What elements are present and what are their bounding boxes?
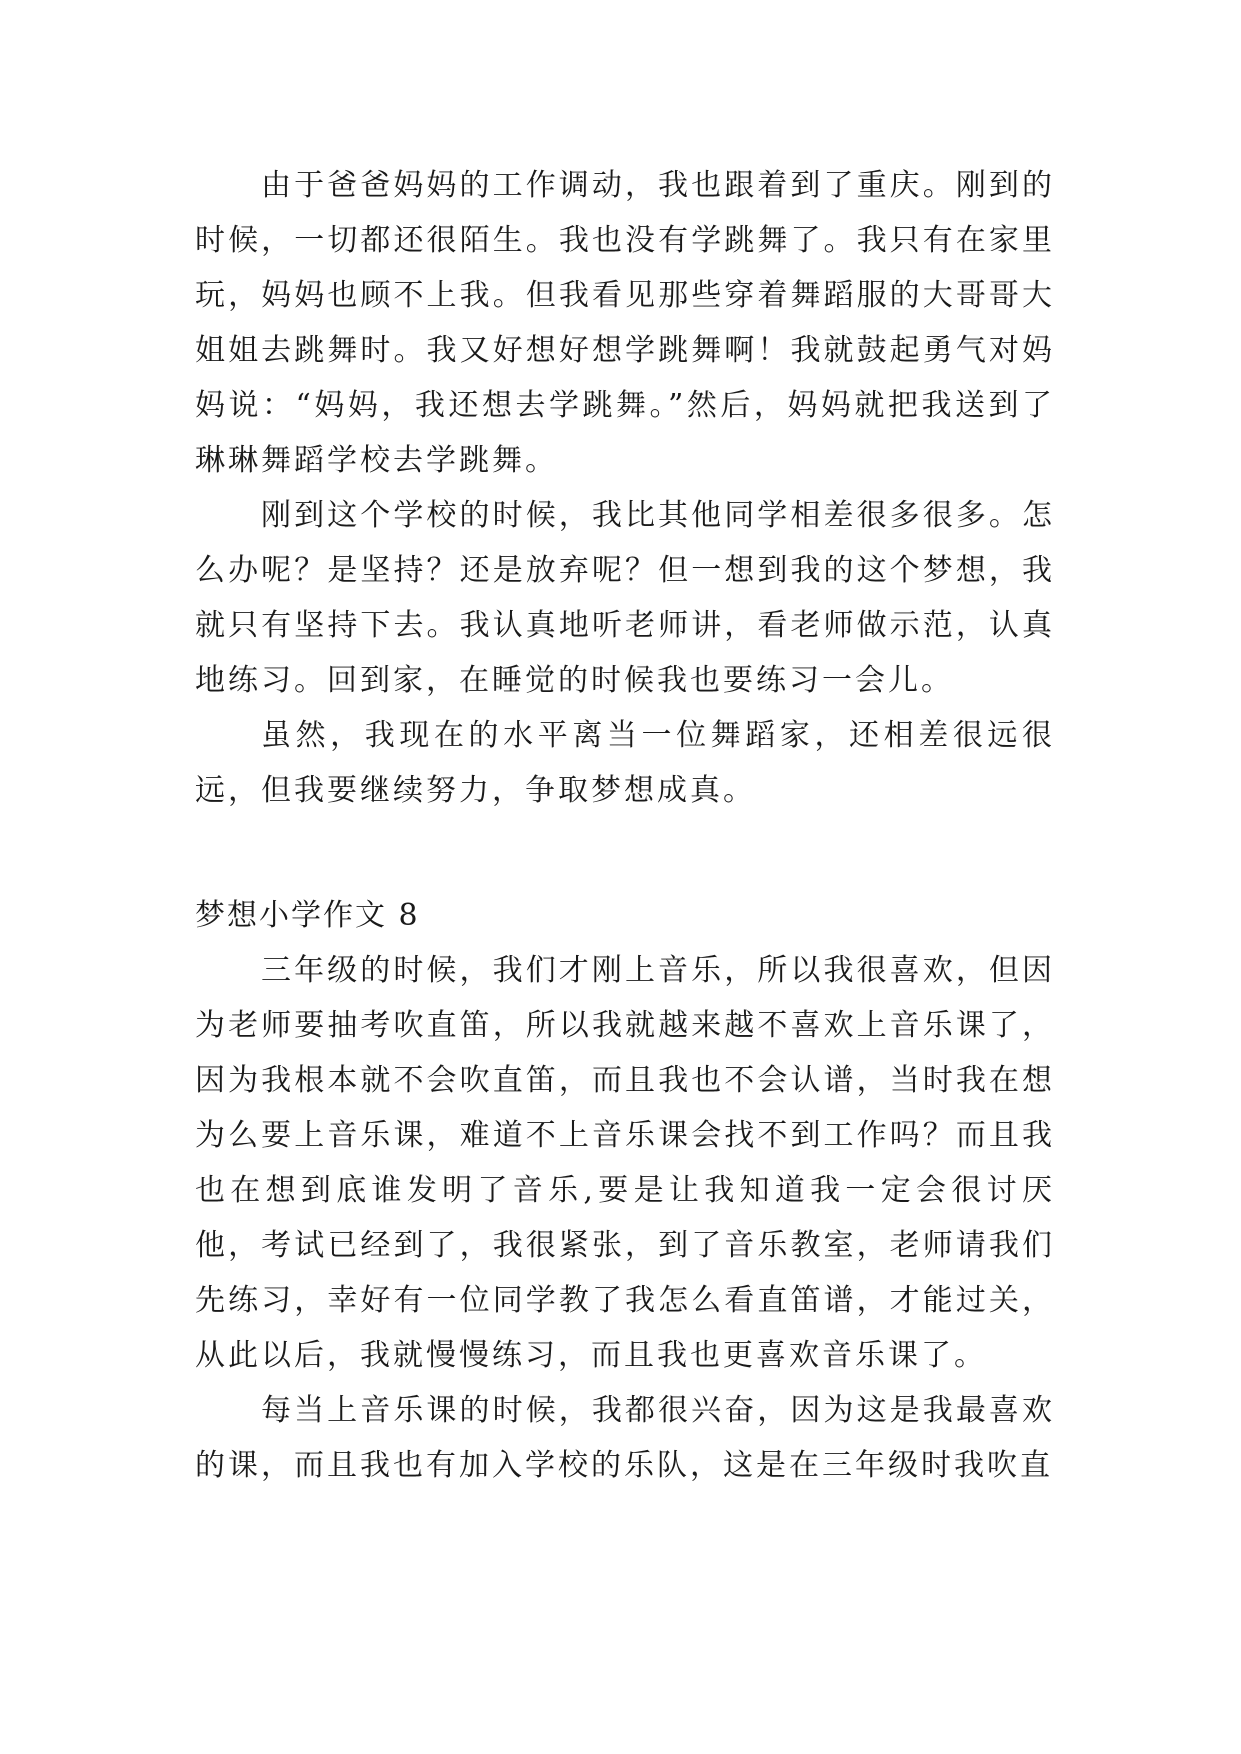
document-body: [195, 158, 1055, 1493]
paragraph: 由于爸爸妈妈的工作调动，我也跟着到了重庆。刚到的时候，一切都还很陌生。我也没有学跳舞了。我只有在家里玩，妈妈也顾不上我。但我看见那些穿着舞蹈服的大哥哥大姐姐去跳舞时。我又好想好想学跳舞啊！我就鼓起勇气对妈妈说：“妈妈，我还想去学跳舞。”然后，妈妈就把我送到了琳琳舞蹈学校去学跳舞。: [195, 168, 1055, 478]
paragraph: 虽然，我现在的水平离当一位舞蹈家，还相差很远很远，但我要继续努力，争取梦想成真。: [195, 718, 1055, 808]
paragraph: 三年级的时候，我们才刚上音乐，所以我很喜欢，但因为老师要抽考吹直笛，所以我就越来越不喜欢上音乐课了，因为我根本就不会吹直笛，而且我也不会认谱，当时我在想为么要上音乐课，难道不上音乐课会找不到工作吗？而且我也在想到底谁发明了音乐,要是让我知道我一定会很讨厌他，考试已经到了，我很紧张，到了音乐教室，老师请我们先练习，幸好有一位同学教了我怎么看直笛谱，才能过关，从此以后，我就慢慢练习，而且我也更喜欢音乐课了。: [195, 953, 1055, 1373]
paragraph: 刚到这个学校的时候，我比其他同学相差很多很多。怎么办呢？是坚持？还是放弃呢？但一想到我的这个梦想，我就只有坚持下去。我认真地听老师讲，看老师做示范，认真地练习。回到家，在睡觉的时候我也要练习一会儿。: [195, 498, 1055, 698]
paragraph: 每当上音乐课的时候，我都很兴奋，因为这是我最喜欢的课，而且我也有加入学校的乐队，这是在三年级时我吹直: [195, 1393, 1055, 1483]
section-title: 梦想小学作文 8: [195, 898, 420, 933]
